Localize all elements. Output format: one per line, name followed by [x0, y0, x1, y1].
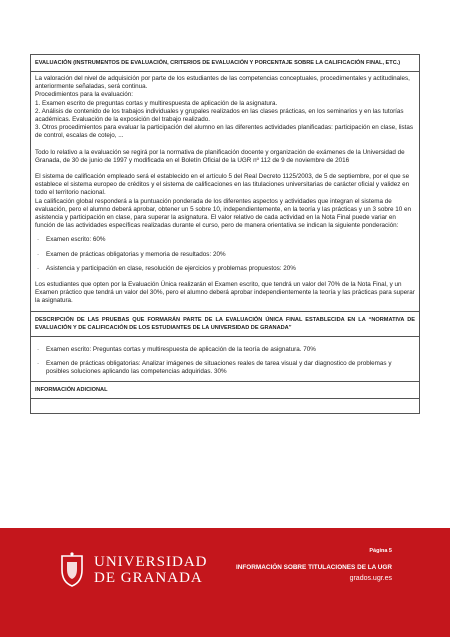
- unica-body: [31, 337, 419, 382]
- unica-body-row: [31, 337, 419, 383]
- bullet: ·: [37, 264, 40, 272]
- university-logo: [58, 552, 208, 588]
- info-body-row: [31, 399, 419, 413]
- evaluation-header: EVALUACIÓN (INSTRUMENTOS DE EVALUACIÓN, CRITERIOS DE EVALUACIÓN Y PORCENTAJE SOBRE LA CALIFICACIÓN FINAL, ETC.): [35, 60, 401, 66]
- list-item: [35, 251, 415, 259]
- list-item: [35, 360, 415, 376]
- info-header-row: [31, 382, 419, 399]
- evaluation-sistema: El sistema de calificación empleado será el establecido en el artículo 5 del Real Decreto 1125/2003, de 5 de septiembre, por el que se establece el sistema europeo de créditos y el sistema de calificaciones en las titulaciones universitarias de carácter oficial y validez en todo el territorio nacional.: [35, 173, 410, 197]
- bullet-text: Examen de prácticas obligatorias: Analizar imágenes de situaciones reales de tarea visual y dar diagnostico de problemas y posibles soluciones aplicando las competencias adquiridas. 30%: [46, 359, 392, 376]
- bullet: ·: [37, 359, 40, 367]
- footer-url[interactable]: grados.ugr.es: [349, 575, 392, 582]
- info-header: INFORMACIÓN ADICIONAL: [35, 387, 108, 394]
- evaluation-body: [31, 72, 419, 311]
- evaluation-unica: Los estudiantes que opten por la Evaluación Única realizarán el Examen escrito, que tendrá un valor del 70% de la Nota Final, y un Examen práctico que tendrá un valor del 30%, pero el alumno deberá aprobar independientemente la teoría y las prácticas para superar la asignatura.: [35, 281, 415, 305]
- list-item: [35, 265, 415, 273]
- info-body: [31, 399, 419, 413]
- evaluation-paragraph: 3. Otros procedimientos para evaluar la participación del alumno en las diferentes actividades planificadas: participación en clase, listas de control, escalas de cotejo, ...: [35, 124, 414, 140]
- bullet: ·: [37, 236, 40, 244]
- evaluation-header-row: [31, 55, 419, 72]
- footer-band: [0, 528, 450, 637]
- evaluation-global: La calificación global responderá a la puntuación ponderada de los diferentes aspectos y actividades que integran el sistema de evaluación, pero el alumno deberá aprobar, obtener un 5 sobre 10, independientemente, en la teoría y las prácticas y un 3 sobre 10 en asistencia y participación en clase, para superar la asignatura. El valor relativo de cada actividad en la Nota Final puede variar en función de las actividades específicas realizadas durante el curso, pero de manera orientativa se indican la siguiente ponderación:: [35, 197, 411, 230]
- unica-header-row: [31, 312, 419, 337]
- university-name-line2: DE GRANADA: [94, 570, 203, 586]
- list-item: [35, 236, 415, 244]
- bullet-text: Examen de prácticas obligatorias y memoria de resultados: 20%: [46, 250, 226, 258]
- evaluation-paragraph: 2. Análisis de contenido de los trabajos individuales y grupales realizados en las clases prácticas, en los seminarios y en las tutorías académicas. Evaluación de la exposición del trabajo realizado.: [35, 107, 404, 124]
- crest-icon: [58, 552, 86, 588]
- guide-table: [30, 54, 420, 414]
- bullet-text: Examen escrito: 60%: [46, 236, 106, 244]
- evaluation-normativa: Todo lo relativo a la evaluación se regirá por la normativa de planificación docente y organización de exámenes de la Universidad de Granada, de 30 de junio de 1997 y modificada en el Boletín Oficial de la UGR nº 112 de 9 de noviembre de 2016: [35, 148, 405, 164]
- page-number: Página 5: [369, 548, 392, 554]
- university-name-line1: UNIVERSIDAD: [94, 554, 208, 570]
- bullet-text: Asistencia y participación en clase, resolución de ejercicios y problemas propuestos: 20%: [46, 264, 296, 272]
- evaluation-paragraph: Procedimientos para la evaluación:: [35, 91, 134, 99]
- evaluation-paragraph: 1. Examen escrito de preguntas cortas y multirespuesta de aplicación de la asignatura.: [35, 99, 278, 107]
- footer-info-text: INFORMACIÓN SOBRE TITULACIONES DE LA UGR: [236, 564, 392, 571]
- bullet-text: Examen escrito: Preguntas cortas y multirespuesta de aplicación de la teoría de asignatura. 70%: [46, 345, 316, 353]
- university-name: [94, 554, 208, 586]
- evaluation-paragraph: La valoración del nivel de adquisición por parte de los estudiantes de las competencias conceptuales, procedimentales y actitudinales, anteriormente señaladas, será continua.: [35, 75, 410, 91]
- bullet: ·: [37, 345, 40, 353]
- evaluation-body-row: [31, 72, 419, 312]
- bullet: ·: [37, 250, 40, 258]
- list-item: [35, 346, 415, 354]
- unica-header: DESCRIPCIÓN DE LAS PRUEBAS QUE FORMARÁN PARTE DE LA EVALUACIÓN ÚNICA FINAL ESTABLECIDA EN LA “NORMATIVA DE EVALUACIÓN Y DE CALIFICACIÓN DE LOS ESTUDIANTES DE LA UNIVERSIDAD DE GRANADA”: [35, 316, 415, 331]
